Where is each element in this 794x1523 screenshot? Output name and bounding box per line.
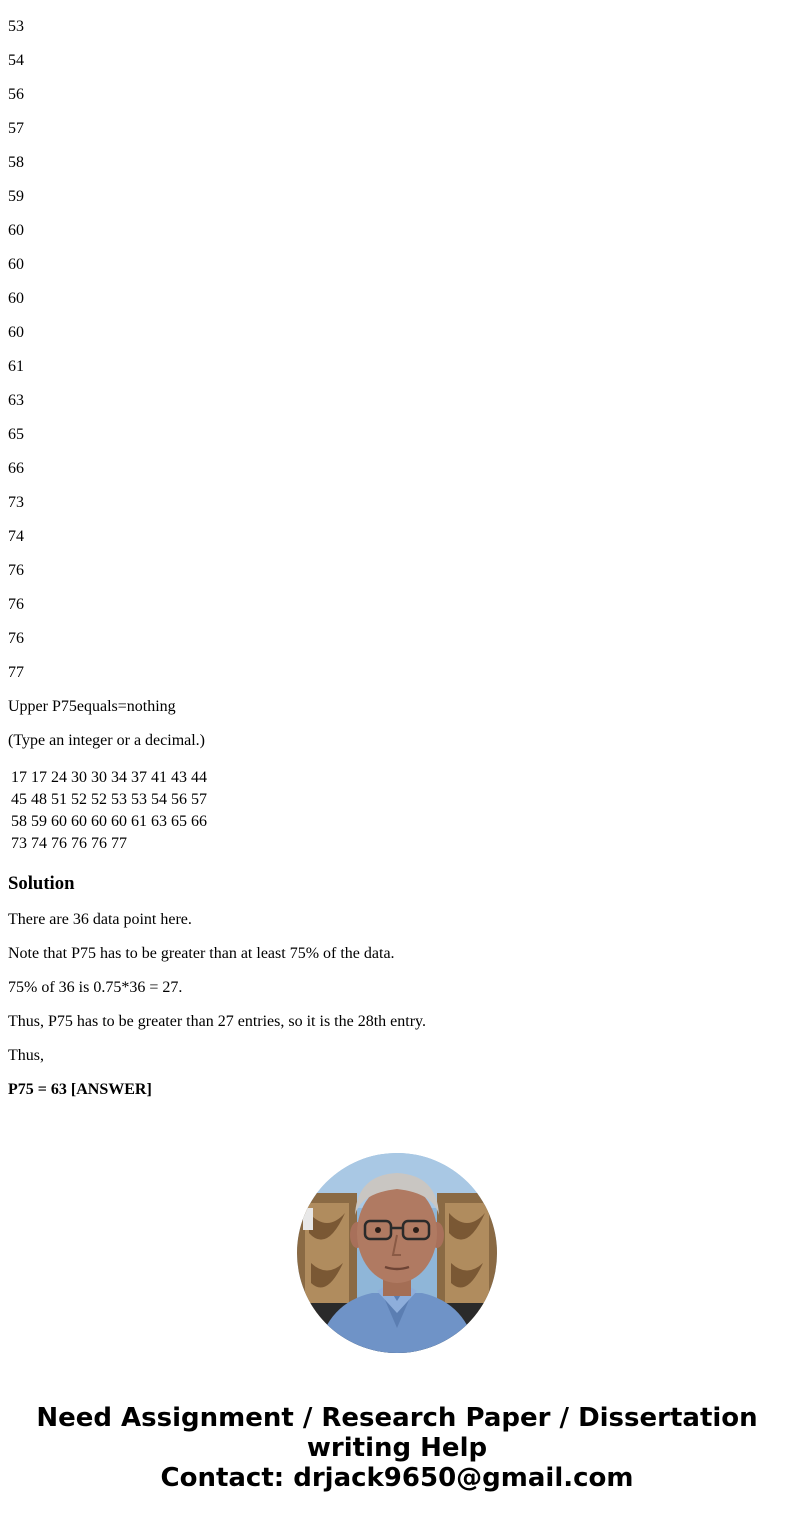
question-prompt: Upper P75equals=nothing <box>8 698 176 715</box>
list-item: 76 <box>8 596 24 613</box>
table-row <box>10 834 208 854</box>
list-item: 66 <box>8 460 24 477</box>
table-cell: 17 17 24 30 30 34 37 41 43 44 <box>11 769 207 786</box>
list-item: 60 <box>8 222 24 239</box>
solution-line: Note that P75 has to be greater than at least 75% of the data. <box>8 945 395 962</box>
contact-footer <box>0 1403 794 1493</box>
list-item: 57 <box>8 120 24 137</box>
solution-line: Thus, P75 has to be greater than 27 entries, so it is the 28th entry. <box>8 1013 426 1030</box>
list-item: 63 <box>8 392 24 409</box>
footer-line: writing Help <box>306 1433 488 1463</box>
footer-line: Need Assignment / Research Paper / Dissertation <box>36 1403 758 1433</box>
list-item: 73 <box>8 494 24 511</box>
list-item: 53 <box>8 18 24 35</box>
table-cell: 73 74 76 76 76 77 <box>11 835 127 852</box>
list-item: 59 <box>8 188 24 205</box>
avatar <box>297 1153 497 1353</box>
table-cell: 58 59 60 60 60 60 61 63 65 66 <box>11 813 207 830</box>
table-cell: 45 48 51 52 52 53 53 54 56 57 <box>11 791 207 808</box>
list-item: 76 <box>8 562 24 579</box>
number-list <box>8 0 786 682</box>
list-item: 76 <box>8 630 24 647</box>
list-item: 58 <box>8 154 24 171</box>
list-item: 54 <box>8 52 24 69</box>
document-body <box>8 0 786 1115</box>
solution-line: Thus, <box>8 1047 44 1064</box>
list-item: 61 <box>8 358 24 375</box>
solution-line: 75% of 36 is 0.75*36 = 27. <box>8 979 183 996</box>
footer-contact: Contact: drjack9650@gmail.com <box>160 1463 634 1493</box>
list-item: 74 <box>8 528 24 545</box>
solution-line: There are 36 data point here. <box>8 911 192 928</box>
list-item: 60 <box>8 290 24 307</box>
list-item <box>8 0 786 2</box>
list-item: 65 <box>8 426 24 443</box>
question-hint: (Type an integer or a decimal.) <box>8 732 206 749</box>
portrait-photo <box>297 1153 497 1353</box>
list-item: 56 <box>8 86 24 103</box>
solution-heading: Solution <box>8 873 75 894</box>
list-item: 60 <box>8 324 24 341</box>
data-table <box>8 766 210 856</box>
answer-line: P75 = 63 [ANSWER] <box>8 1081 152 1098</box>
table-row <box>10 790 208 810</box>
list-item: 60 <box>8 256 24 273</box>
table-row <box>10 768 208 788</box>
table-row <box>10 812 208 832</box>
list-item: 77 <box>8 664 24 681</box>
